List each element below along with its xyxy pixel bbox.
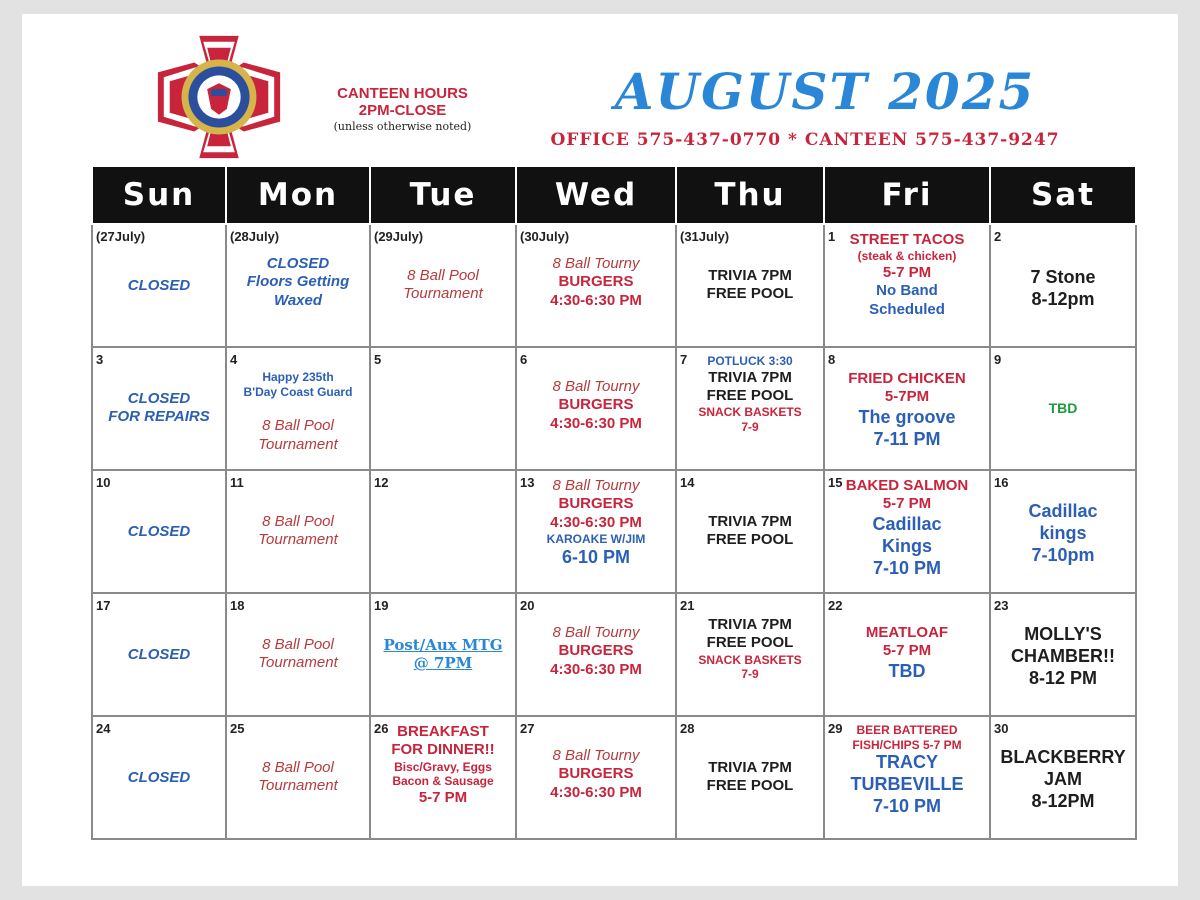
calendar-day-cell[interactable] — [92, 716, 226, 839]
event-line: 4:30-6:30 PM — [550, 783, 642, 801]
calendar-day-cell[interactable] — [370, 347, 516, 470]
event-line: 4:30-6:30 PM — [550, 513, 642, 531]
day-events — [677, 616, 823, 682]
calendar-week-row — [92, 593, 1136, 716]
event-line: FOR DINNER!! — [391, 741, 495, 759]
event-line: MOLLY'S — [1024, 624, 1102, 644]
phone-numbers: OFFICE 575-437-0770 * CANTEEN 575-437-9247 — [550, 130, 1060, 150]
weekday-header-tue: Tue — [370, 167, 516, 224]
day-events — [825, 624, 989, 683]
calendar-day-cell[interactable] — [990, 716, 1136, 839]
vfw-emblem-icon — [150, 28, 288, 166]
event-line: 5-7 PM — [882, 263, 932, 281]
event-line: 5-7 PM — [418, 788, 468, 806]
day-events — [227, 636, 369, 673]
event-line: 7-10 PM — [872, 557, 942, 578]
event-line: kings — [1039, 522, 1087, 543]
event-line: TURBEVILLE — [850, 774, 964, 795]
day-number: 3 — [96, 352, 104, 367]
event-line: 8 Ball Tourny — [552, 747, 640, 764]
event-line: 8 Ball Tourny — [552, 255, 640, 272]
event-line: BAKED SALMON — [845, 477, 969, 494]
day-events — [517, 255, 675, 310]
day-events — [991, 267, 1135, 311]
day-number: 23 — [994, 598, 1009, 613]
calendar-day-cell[interactable] — [824, 470, 990, 593]
weekday-header-wed: Wed — [516, 167, 676, 224]
event-line: BURGERS — [558, 495, 634, 513]
calendar-day-cell[interactable] — [516, 347, 676, 470]
day-number: 24 — [96, 721, 111, 736]
day-number: 8 — [828, 352, 836, 367]
event-line: CLOSED — [127, 646, 191, 663]
weekday-header-thu: Thu — [676, 167, 824, 224]
calendar-week-row — [92, 716, 1136, 839]
calendar-day-cell[interactable] — [990, 224, 1136, 347]
event-line: STREET TACOS — [849, 231, 965, 248]
event-line: 8 Ball Tourny — [552, 378, 640, 395]
calendar-body — [92, 224, 1136, 839]
event-line: (steak & chicken) — [857, 249, 957, 264]
day-number: 12 — [374, 475, 389, 490]
event-line: 6-10 PM — [561, 546, 631, 567]
calendar-day-cell[interactable] — [824, 347, 990, 470]
event-line: FOR REPAIRS — [108, 408, 210, 426]
day-number: 1 — [828, 229, 836, 244]
calendar-day-cell[interactable] — [92, 347, 226, 470]
calendar-day-cell[interactable] — [676, 224, 824, 347]
day-events — [517, 747, 675, 802]
event-line: 8 Ball Pool — [262, 759, 334, 776]
event-line: 4:30-6:30 PM — [550, 660, 642, 678]
event-line: 8 Ball Pool — [262, 636, 334, 653]
event-line: 8-12PM — [1031, 790, 1095, 811]
calendar-day-cell[interactable] — [676, 470, 824, 593]
event-line: 5-7 PM — [882, 642, 932, 660]
event-line: TRIVIA 7PM — [708, 759, 792, 776]
event-line: 7 Stone — [1030, 267, 1096, 287]
day-events — [825, 477, 989, 579]
event-line: Bisc/Gravy, Eggs — [394, 759, 492, 774]
day-number: 15 — [828, 475, 843, 490]
event-line: Tournament — [258, 654, 338, 672]
calendar-day-cell[interactable] — [370, 716, 516, 839]
event-line: BEER BATTERED — [856, 723, 958, 737]
day-events — [991, 624, 1135, 690]
event-line: Tournament — [258, 531, 338, 549]
day-number: 4 — [230, 352, 238, 367]
day-events — [93, 523, 225, 541]
day-number: 2 — [994, 229, 1002, 244]
event-line: BURGERS — [558, 273, 634, 291]
day-number: 11 — [230, 475, 244, 490]
event-line: 7-11 PM — [873, 428, 941, 449]
day-events — [93, 390, 225, 427]
event-line: Tournament — [403, 285, 483, 303]
event-line[interactable]: Post/Aux MTG — [383, 636, 503, 654]
day-number: 19 — [374, 598, 389, 613]
weekday-header-fri: Fri — [824, 167, 990, 224]
event-line: BLACKBERRY — [1000, 747, 1126, 767]
event-line: POTLUCK 3:30 — [707, 354, 793, 368]
event-line: 8 Ball Tourny — [552, 477, 640, 494]
canteen-hours-title: CANTEEN HOURS — [337, 85, 468, 102]
day-events — [825, 723, 989, 818]
calendar-week-row — [92, 224, 1136, 347]
event-line: 8 Ball Pool — [407, 267, 479, 284]
day-events — [677, 267, 823, 304]
event-line: FRIED CHICKEN — [848, 370, 966, 387]
event-line: FREE POOL — [706, 777, 794, 795]
event-line: FREE POOL — [706, 386, 794, 404]
day-events — [677, 354, 823, 434]
event-line: The groove — [858, 406, 956, 427]
event-line: Waxed — [273, 291, 323, 309]
calendar-day-cell[interactable] — [516, 470, 676, 593]
calendar-day-cell[interactable] — [990, 470, 1136, 593]
weekday-header-sat: Sat — [990, 167, 1136, 224]
day-events — [517, 624, 675, 679]
day-events — [371, 636, 515, 673]
day-number: 26 — [374, 721, 389, 736]
event-line: 8 Ball Pool — [262, 513, 334, 530]
day-number: 27 — [520, 721, 535, 736]
event-line: TRIVIA 7PM — [708, 267, 792, 284]
canteen-hours-note: (unless otherwise noted) — [333, 120, 472, 133]
event-line: Cadillac — [1028, 501, 1098, 521]
calendar-week-row — [92, 470, 1136, 593]
day-number: 30 — [994, 721, 1009, 736]
day-number: (30July) — [520, 229, 570, 244]
day-number: 13 — [520, 475, 535, 490]
day-number: (31July) — [680, 229, 730, 244]
event-line: CLOSED — [127, 277, 191, 294]
event-line: BURGERS — [558, 765, 634, 783]
calendar-day-cell[interactable] — [824, 224, 990, 347]
event-line: Tournament — [258, 777, 338, 795]
event-line: No Band — [876, 282, 938, 300]
day-events — [825, 231, 989, 319]
calendar-day-cell[interactable] — [676, 347, 824, 470]
calendar-day-cell[interactable] — [92, 593, 226, 716]
event-line: 7-10pm — [1031, 544, 1095, 565]
event-line: BREAKFAST — [397, 723, 489, 740]
calendar-week-row — [92, 347, 1136, 470]
day-number: 5 — [374, 352, 382, 367]
event-line: 5-7PM — [884, 388, 930, 406]
day-number: 6 — [520, 352, 528, 367]
calendar-day-cell[interactable] — [226, 470, 370, 593]
page-title: AUGUST 2025 — [614, 62, 1036, 121]
day-number: 16 — [994, 475, 1009, 490]
event-line: CLOSED — [127, 523, 191, 540]
event-line: Cadillac — [872, 513, 942, 534]
calendar-day-cell[interactable] — [226, 716, 370, 839]
event-line: FREE POOL — [706, 531, 794, 549]
event-line: CLOSED — [127, 769, 191, 786]
event-line: 8 Ball Tourny — [552, 624, 640, 641]
day-number: (27July) — [96, 229, 146, 244]
day-events — [371, 267, 515, 304]
day-events — [227, 513, 369, 550]
event-line: 7-9 — [741, 419, 759, 434]
event-line: TBD — [888, 660, 926, 681]
calendar-day-cell[interactable] — [516, 593, 676, 716]
event-line: Scheduled — [869, 300, 945, 318]
day-events — [517, 378, 675, 433]
calendar-day-cell[interactable] — [990, 347, 1136, 470]
day-events — [991, 501, 1135, 567]
event-line: Floors Getting — [246, 273, 350, 291]
calendar-day-cell[interactable] — [370, 224, 516, 347]
event-line: 8 Ball Pool — [262, 417, 334, 435]
day-number: 25 — [230, 721, 245, 736]
day-number: 20 — [520, 598, 535, 613]
event-line: CLOSED — [266, 255, 330, 272]
event-line: TRIVIA 7PM — [708, 616, 792, 633]
day-events — [677, 759, 823, 796]
event-line: JAM — [1043, 768, 1082, 789]
event-line: KAROAKE W/JIM — [546, 531, 646, 546]
day-events — [93, 646, 225, 664]
calendar-day-cell[interactable] — [990, 593, 1136, 716]
day-number: 14 — [680, 475, 695, 490]
event-line: 7-9 — [741, 667, 759, 682]
calendar-grid — [91, 167, 1137, 840]
day-events — [677, 513, 823, 550]
day-events — [517, 477, 675, 568]
day-events — [93, 769, 225, 787]
event-line: TRACY — [876, 752, 938, 773]
calendar-day-cell[interactable] — [226, 347, 370, 470]
event-line: TBD — [1048, 400, 1078, 416]
canteen-hours — [300, 86, 505, 133]
event-line: Happy 235th — [262, 370, 334, 384]
calendar-day-cell[interactable] — [370, 470, 516, 593]
event-line: SNACK BASKETS — [698, 652, 802, 667]
event-line: 7-10 PM — [872, 796, 942, 817]
day-number: 29 — [828, 721, 843, 736]
event-line: 8-12pm — [1031, 288, 1095, 309]
day-number: 10 — [96, 475, 111, 490]
event-line: SNACK BASKETS — [698, 405, 802, 420]
calendar-day-cell[interactable] — [92, 470, 226, 593]
canteen-hours-time: 2PM-CLOSE — [358, 101, 447, 119]
day-number: 17 — [96, 598, 111, 613]
event-line: FREE POOL — [706, 285, 794, 303]
event-line: 5-7 PM — [882, 495, 932, 513]
day-number: 18 — [230, 598, 245, 613]
weekday-header-sun: Sun — [92, 167, 226, 224]
event-line[interactable]: @ 7PM — [413, 654, 473, 673]
day-events — [991, 747, 1135, 813]
calendar-day-cell[interactable] — [516, 716, 676, 839]
event-line: Kings — [881, 535, 932, 556]
day-events — [825, 370, 989, 451]
event-line: CLOSED — [127, 390, 191, 407]
day-number: (28July) — [230, 229, 280, 244]
weekday-header-row — [92, 167, 1136, 224]
day-events — [227, 370, 369, 454]
day-number: 21 — [680, 598, 695, 613]
calendar-day-cell[interactable] — [516, 224, 676, 347]
event-line: B'Day Coast Guard — [243, 384, 353, 399]
weekday-header-mon: Mon — [226, 167, 370, 224]
day-number: 22 — [828, 598, 843, 613]
calendar-day-cell[interactable] — [676, 716, 824, 839]
event-line: CHAMBER!! — [1011, 645, 1115, 666]
event-line: MEATLOAF — [865, 624, 949, 641]
day-number: (29July) — [374, 229, 424, 244]
event-line: Tournament — [258, 435, 338, 453]
event-line: TRIVIA 7PM — [708, 368, 792, 386]
day-number: 9 — [994, 352, 1002, 367]
calendar-day-cell[interactable] — [676, 593, 824, 716]
calendar-day-cell[interactable] — [370, 593, 516, 716]
day-number: 28 — [680, 721, 695, 736]
day-number: 7 — [680, 352, 688, 367]
calendar-day-cell[interactable] — [226, 224, 370, 347]
event-line: FREE POOL — [706, 634, 794, 652]
event-line: 4:30-6:30 PM — [550, 291, 642, 309]
day-events — [227, 759, 369, 796]
calendar-day-cell[interactable] — [92, 224, 226, 347]
day-events — [227, 255, 369, 310]
day-events — [371, 723, 515, 807]
event-line: Bacon & Sausage — [392, 774, 494, 789]
calendar-day-cell[interactable] — [824, 716, 990, 839]
event-line: TRIVIA 7PM — [708, 513, 792, 530]
calendar-day-cell[interactable] — [824, 593, 990, 716]
event-line: BURGERS — [558, 642, 634, 660]
event-line: 4:30-6:30 PM — [550, 414, 642, 432]
calendar-day-cell[interactable] — [226, 593, 370, 716]
day-events — [991, 400, 1135, 417]
event-line: BURGERS — [558, 396, 634, 414]
event-line: 8-12 PM — [1028, 667, 1098, 688]
day-events — [93, 277, 225, 295]
event-line: FISH/CHIPS 5-7 PM — [852, 737, 962, 752]
